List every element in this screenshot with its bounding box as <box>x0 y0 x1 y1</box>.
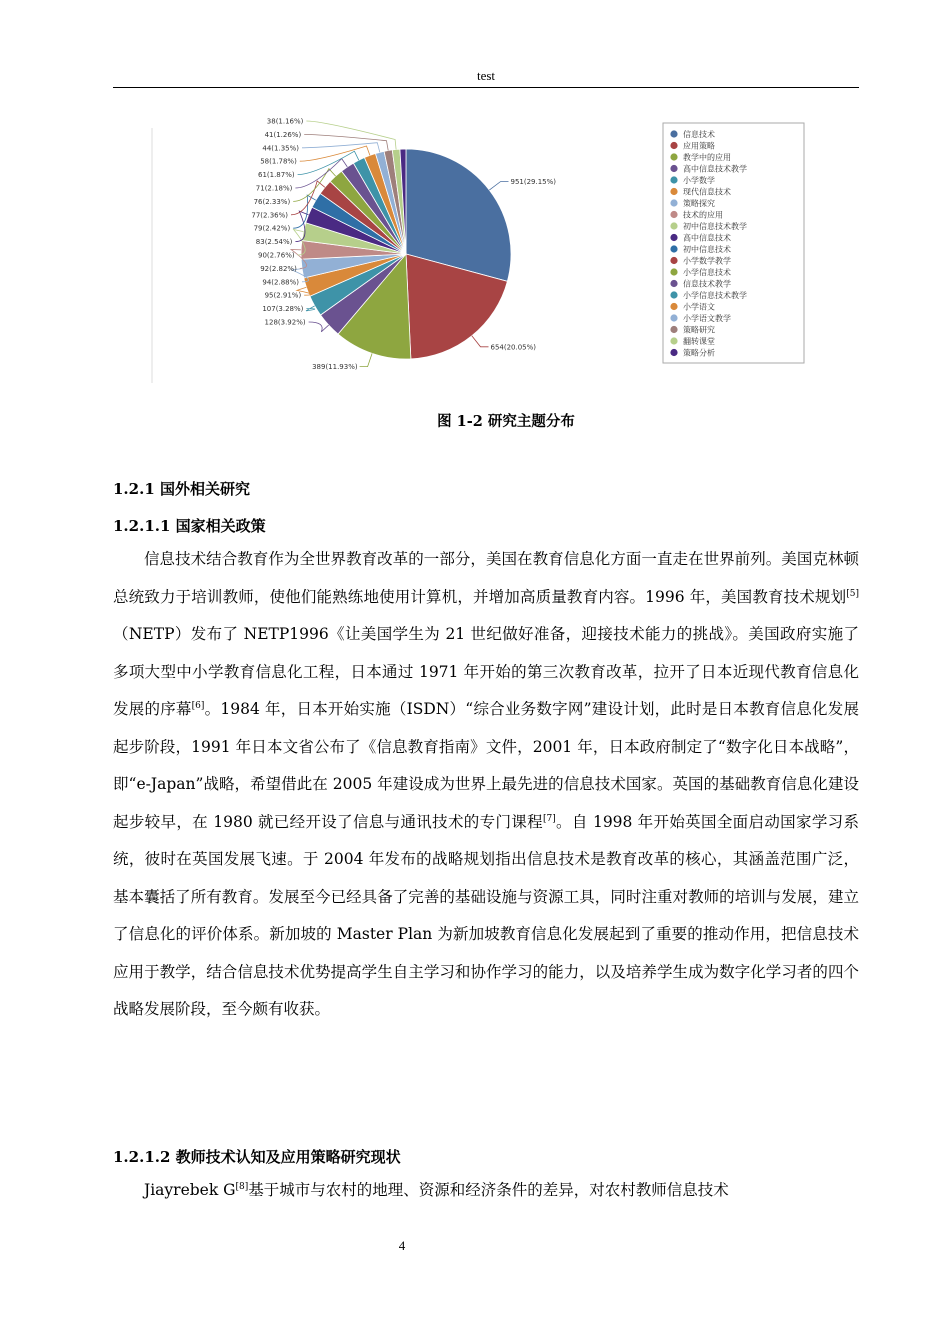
citation-ref: [7] <box>542 813 556 824</box>
pie-label: 77(2.36%) <box>251 211 288 220</box>
paragraph-text: 。1984 年，日本开始实施（ISDN）“综合业务数字网”建设计划，此时是日本教育信息化发展起步阶段，1991 年日本文省公布了《信息教育指南》文件，2001 年，日本政府制定了“数字化日本战略”，即“e-Japan”战略，希望借此在 2005 年建设成为世界上最先进的信息技术国家。英国的基础教育信息化建设起步较早，在 1980 就已经开设了信息与通讯技术的专门课程 <box>113 700 859 831</box>
legend-entry: 教学中的应用 <box>683 153 731 162</box>
legend-swatch <box>670 268 677 275</box>
pie-label: 76(2.33%) <box>253 197 291 206</box>
page-number: 4 <box>398 1238 406 1253</box>
legend-entry: 信息技术教学 <box>683 279 731 289</box>
legend-swatch <box>670 326 677 333</box>
legend-entry: 策略研究 <box>683 325 715 335</box>
pie-label: 95(2.91%) <box>264 291 302 300</box>
paragraph-text: （NETP）发布了 NETP1996《让美国学生为 21 世纪做好准备，迎接技术能力的挑战》。美国政府实施了多项大型中小学教育信息化工程，日本通过 1971 年开始的第三次教育改革，拉开了日本近现代教育信息化发展的序幕 <box>113 625 859 718</box>
legend-swatch <box>670 257 677 264</box>
legend-entry: 小学数学教学 <box>683 256 731 266</box>
paragraph-text: 基于城市与农村的地理、资源和经济条件的差异，对农村教师信息技术 <box>248 1181 729 1199</box>
paragraph-teacher-cognition <box>113 1172 859 1210</box>
legend-swatch <box>670 303 677 310</box>
legend-entry: 小学信息技术教学 <box>683 291 747 300</box>
legend-swatch <box>670 314 677 321</box>
legend-entry: 初中信息技术教学 <box>683 222 747 231</box>
legend-entry: 现代信息技术 <box>683 187 731 197</box>
pie-label: 58(1.78%) <box>260 157 297 166</box>
legend-entry: 策略分析 <box>683 348 715 358</box>
pie-label: 128(3.92%) <box>264 318 306 327</box>
leader-line <box>472 336 489 347</box>
legend-entry: 高中信息技术教学 <box>683 164 747 174</box>
section-heading-1-2-1: 1.2.1 国外相关研究 <box>113 480 250 498</box>
legend-swatch <box>670 245 677 252</box>
pie-label: 951(29.15%) <box>510 178 557 187</box>
legend-swatch <box>670 349 677 356</box>
leader-line <box>489 182 508 191</box>
legend-entry: 高中信息技术 <box>683 233 731 243</box>
leader-line <box>306 306 315 311</box>
legend-swatch <box>670 291 677 298</box>
legend-entry: 应用策略 <box>683 141 715 151</box>
pie-label: 654(20.05%) <box>490 343 537 352</box>
pie-label: 41(1.26%) <box>264 130 302 139</box>
pie-chart <box>150 108 820 388</box>
pie-label: 389(11.93%) <box>312 363 358 372</box>
pie-label: 92(2.82%) <box>260 264 297 273</box>
legend-swatch <box>670 153 677 160</box>
paragraph-text: Jiayrebek G <box>144 1181 236 1199</box>
legend-swatch <box>670 130 677 137</box>
citation-ref: [5] <box>846 588 859 599</box>
legend-entry: 策略探究 <box>683 199 715 208</box>
pie-label: 79(2.42%) <box>253 224 291 233</box>
section-heading-1-2-1-1: 1.2.1.1 国家相关政策 <box>113 517 266 535</box>
citation-ref: [8] <box>235 1181 249 1192</box>
pie-label: 83(2.54%) <box>255 238 293 247</box>
legend-swatch <box>670 337 677 344</box>
citation-ref: [6] <box>191 700 205 711</box>
legend-swatch <box>670 176 677 183</box>
header-rule <box>113 87 859 88</box>
legend-entry: 翻转课堂 <box>683 337 715 346</box>
figure-caption: 图 1-2 研究主题分布 <box>437 413 575 430</box>
section-heading-1-2-1-2: 1.2.1.2 教师技术认知及应用策略研究现状 <box>113 1148 401 1166</box>
legend-swatch <box>670 211 677 218</box>
legend-swatch <box>670 199 677 206</box>
legend-swatch <box>670 222 677 229</box>
legend-entry: 小学数学 <box>683 176 715 185</box>
pie-label: 61(1.87%) <box>257 171 295 180</box>
legend-entry: 技术的应用 <box>683 210 723 220</box>
legend-swatch <box>670 234 677 241</box>
leader-line <box>300 146 370 161</box>
pie-label: 71(2.18%) <box>255 184 293 193</box>
legend-entry: 信息技术 <box>683 130 715 139</box>
paragraph-text: 信息技术结合教育作为全世界教育改革的一部分，美国在教育信息化方面一直走在世界前列。美国克林顿总统致力于培训教师，使他们能熟练地使用计算机，并增加高质量教育内容。1996 年，美国教育技术规划 <box>113 550 859 606</box>
legend-entry: 小学语文教学 <box>683 314 731 323</box>
pie-label: 44(1.35%) <box>262 144 299 153</box>
paragraph-national-policy <box>113 541 859 1029</box>
pie-label: 107(3.28%) <box>262 305 304 314</box>
legend-swatch <box>670 142 677 149</box>
pie-label: 38(1.16%) <box>266 117 304 126</box>
leader-line <box>309 322 329 332</box>
legend-entry: 小学信息技术 <box>683 268 731 277</box>
pie-slices <box>301 149 511 359</box>
legend-swatch <box>670 188 677 195</box>
pie-label: 94(2.88%) <box>262 278 299 287</box>
legend-swatch <box>670 280 677 287</box>
legend-swatch <box>670 165 677 172</box>
paragraph-text: 。自 1998 年开始英国全面启动国家学习系统，彼时在英国发展飞速。于 2004 年发布的战略规划指出信息技术是教育改革的核心，其涵盖范围广泛，基本囊括了所有教育。发展至今已经具备了完善的基础设施与资源工具，同时注重对教师的培训与发展，建立了信息化的评价体系。新加坡的 Master Plan 为新加坡教育信息化发展起到了重要的推动作用，把信息技术应用于教学，结合信息技术优势提高学生自主学习和协作学习的能力，以及培养学生成为数字化学习者的四个战略发展阶段，至今颇有收获。 <box>113 812 859 1018</box>
pie-label: 90(2.76%) <box>257 251 295 260</box>
legend-entry: 小学语文 <box>683 302 715 312</box>
legend-entry: 初中信息技术 <box>683 245 731 254</box>
leader-line <box>360 353 373 366</box>
running-header: test <box>476 68 496 83</box>
